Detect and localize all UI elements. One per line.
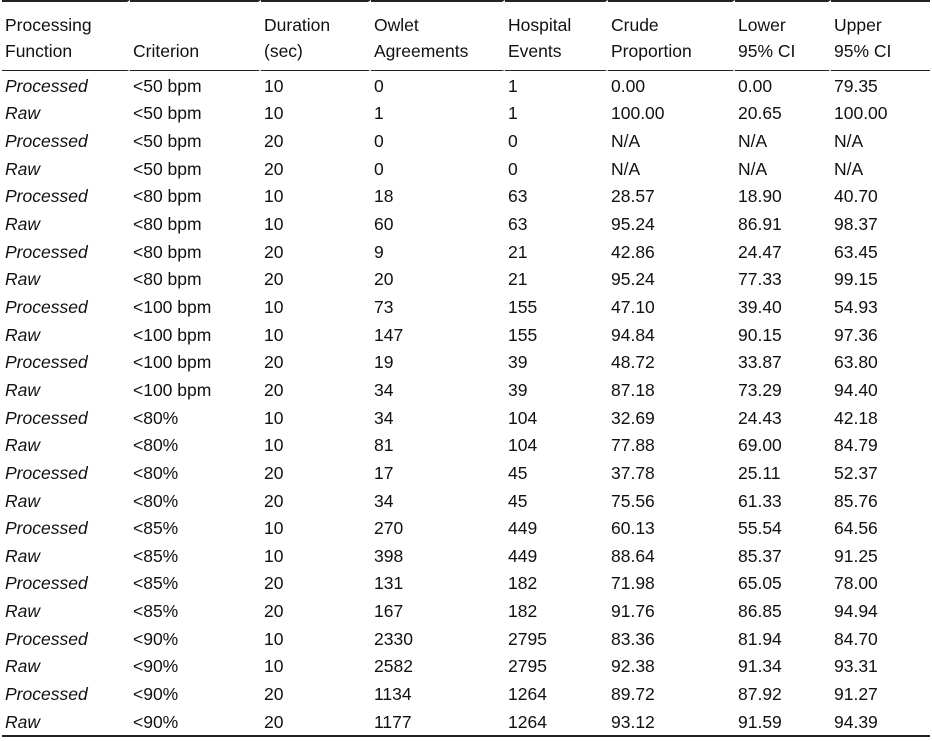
hospital-events-cell: 449	[508, 518, 538, 539]
hospital-events-cell: 0	[508, 158, 518, 179]
lower-ci-cell: 86.91	[738, 213, 782, 234]
hospital-events-cell: 21	[508, 269, 528, 290]
owlet-agreements-cell: 20	[374, 269, 394, 290]
upper-ci-cell: 94.94	[834, 601, 878, 622]
table-row	[2, 431, 930, 459]
lower-ci-cell: 25.11	[738, 462, 781, 483]
crude-proportion-cell: 100.00	[611, 103, 665, 124]
processing-function-cell: Processed	[5, 462, 88, 483]
crude-proportion-cell: 94.84	[611, 324, 655, 345]
lower-ci-cell: 91.59	[735, 707, 831, 737]
table-row	[2, 292, 930, 320]
upper-ci-cell: 84.79	[834, 435, 878, 456]
header-line: Lower	[738, 15, 786, 35]
hospital-events-cell: 63	[508, 213, 528, 234]
lower-ci-cell: 24.43	[738, 407, 782, 428]
table-row	[2, 265, 930, 293]
criterion-cell: <100 bpm	[133, 379, 212, 400]
crude-proportion-cell: 0.00	[611, 75, 646, 96]
duration-cell: 20	[264, 130, 284, 151]
criterion-cell: <80 bpm	[133, 269, 202, 290]
upper-ci-cell: 52.37	[834, 462, 878, 483]
table-row	[2, 403, 930, 431]
duration-cell: 20	[264, 158, 284, 179]
table-row	[2, 99, 930, 127]
hospital-events-cell: 39	[508, 352, 528, 373]
crude-proportion-cell: 42.86	[611, 241, 655, 262]
criterion-cell: <80%	[133, 462, 179, 483]
crude-proportion-cell: 71.98	[611, 573, 655, 594]
crude-proportion-cell: N/A	[611, 158, 641, 179]
duration-cell: 20	[264, 269, 284, 290]
header-line: Criterion	[133, 41, 200, 61]
hospital-events-cell: 45	[508, 490, 528, 511]
lower-ci-cell: 61.33	[738, 490, 782, 511]
processing-function-cell: Processed	[5, 75, 88, 96]
owlet-agreements-cell: 147	[374, 324, 404, 345]
duration-cell: 20	[264, 352, 284, 373]
criterion-cell: <80%	[133, 407, 179, 428]
crude-proportion-cell: N/A	[611, 130, 641, 151]
owlet-agreements-cell: 34	[374, 490, 394, 511]
criterion-cell: <100 bpm	[133, 296, 212, 317]
header-line: Processing	[5, 15, 92, 35]
duration-cell: 20	[264, 601, 284, 622]
owlet-agreements-cell: 18	[374, 186, 394, 207]
owlet-agreements-cell: 73	[374, 296, 394, 317]
hospital-events-cell: 45	[508, 462, 528, 483]
upper-ci-header	[831, 0, 930, 71]
criterion-cell: <85%	[133, 573, 179, 594]
upper-ci-cell: 91.27	[834, 684, 878, 705]
hospital-events-cell: 182	[508, 601, 538, 622]
processing-function-cell: Raw	[5, 601, 41, 622]
lower-ci-cell: 77.33	[738, 269, 782, 290]
criterion-cell: <50 bpm	[133, 103, 202, 124]
upper-ci-cell: 64.56	[834, 518, 878, 539]
crude-proportion-cell: 60.13	[611, 518, 655, 539]
duration-cell: 20	[264, 462, 284, 483]
lower-ci-header	[735, 0, 831, 71]
owlet-agreements-cell: 2582	[374, 656, 413, 677]
upper-ci-cell: 91.25	[834, 545, 878, 566]
lower-ci-cell: 86.85	[738, 601, 782, 622]
table-row	[2, 679, 930, 707]
criterion-cell: <100 bpm	[133, 324, 212, 345]
hospital-events-cell: 1264	[505, 707, 608, 737]
header-line: 95% CI	[738, 41, 796, 61]
upper-ci-cell: 99.15	[834, 269, 878, 290]
processing-function-cell: Processed	[5, 130, 88, 151]
upper-ci-cell: 98.37	[834, 213, 878, 234]
criterion-cell: <80 bpm	[133, 241, 202, 262]
processing-function-cell: Raw	[5, 435, 41, 456]
table-row	[2, 486, 930, 514]
duration-cell: 10	[264, 656, 284, 677]
owlet-agreements-cell: 0	[374, 158, 384, 179]
header-line	[133, 12, 258, 38]
upper-ci-cell: 63.80	[834, 352, 878, 373]
table-row	[2, 541, 930, 569]
crude-proportion-cell: 88.64	[611, 545, 655, 566]
owlet-agreements-cell: 34	[374, 379, 394, 400]
crude-proportion-cell: 28.57	[611, 186, 655, 207]
processing-function-cell: Processed	[5, 241, 88, 262]
crude-proportion-cell: 77.88	[611, 435, 655, 456]
header-line: 95% CI	[834, 41, 892, 61]
owlet-agreements-cell: 19	[374, 352, 394, 373]
criterion-cell: <80%	[133, 435, 179, 456]
table-body	[2, 71, 930, 737]
duration-cell: 10	[264, 407, 284, 428]
hospital-events-cell: 39	[508, 379, 528, 400]
hospital-events-cell: 155	[508, 296, 538, 317]
header-line: Function	[5, 41, 73, 61]
crude-proportion-cell: 83.36	[611, 628, 655, 649]
criterion-cell: <50 bpm	[133, 130, 202, 151]
duration-cell: 10	[264, 628, 284, 649]
processing-function-cell: Processed	[5, 628, 88, 649]
header-line: Agreements	[374, 41, 469, 61]
crude-proportion-cell: 32.69	[611, 407, 655, 428]
hospital-events-cell: 1	[508, 103, 518, 124]
table-row	[2, 182, 930, 210]
processing-function-cell: Raw	[5, 379, 41, 400]
criterion-cell: <90%	[130, 707, 261, 737]
criterion-cell: <90%	[133, 684, 179, 705]
processing-function-cell: Raw	[5, 269, 41, 290]
table-row	[2, 320, 930, 348]
lower-ci-cell: 87.92	[738, 684, 782, 705]
owlet-agreements-cell: 398	[374, 545, 404, 566]
upper-ci-cell: 78.00	[834, 573, 878, 594]
criterion-cell: <80 bpm	[133, 186, 202, 207]
hospital-events-cell: 449	[508, 545, 538, 566]
processing-function-cell: Raw	[5, 545, 41, 566]
table-row	[2, 209, 930, 237]
lower-ci-cell: 18.90	[738, 186, 782, 207]
table-row	[2, 514, 930, 542]
processing-function-cell: Processed	[5, 296, 88, 317]
owlet-agreements-cell: 131	[374, 573, 404, 594]
lower-ci-cell: 33.87	[738, 352, 782, 373]
duration-cell: 10	[264, 435, 284, 456]
duration-cell: 10	[264, 324, 284, 345]
criterion-cell: <100 bpm	[133, 352, 212, 373]
lower-ci-cell: 81.94	[738, 628, 782, 649]
table-row	[2, 458, 930, 486]
processing-function-cell: Processed	[5, 186, 88, 207]
processing-function-cell: Raw	[5, 103, 41, 124]
hospital-events-cell: 104	[508, 435, 538, 456]
lower-ci-cell: 90.15	[738, 324, 782, 345]
duration-cell: 10	[264, 296, 284, 317]
processing-function-cell: Raw	[5, 324, 41, 345]
processing-function-cell: Raw	[5, 656, 41, 677]
header-line: (sec)	[264, 41, 303, 61]
owlet-agreements-cell: 0	[374, 75, 384, 96]
duration-cell: 20	[264, 684, 284, 705]
table-row	[2, 126, 930, 154]
header-row	[2, 0, 930, 71]
hospital-events-cell: 1	[508, 75, 518, 96]
table-row	[2, 71, 930, 99]
processing-function-cell: Raw	[2, 707, 130, 737]
header-line: Duration	[264, 15, 331, 35]
criterion-cell: <80 bpm	[133, 213, 202, 234]
processing-function-cell: Processed	[5, 684, 88, 705]
table-row	[2, 624, 930, 652]
processing-function-header	[2, 0, 130, 71]
hospital-events-cell: 0	[508, 130, 518, 151]
hospital-events-cell: 21	[508, 241, 528, 262]
table-row	[2, 596, 930, 624]
table-row	[2, 154, 930, 182]
lower-ci-cell: 0.00	[738, 75, 773, 96]
table-row	[2, 375, 930, 403]
upper-ci-cell: 54.93	[834, 296, 878, 317]
processing-function-cell: Processed	[5, 573, 88, 594]
upper-ci-cell: N/A	[834, 158, 864, 179]
hospital-events-cell: 1264	[508, 684, 547, 705]
data-table	[2, 0, 930, 737]
lower-ci-cell: 91.34	[738, 656, 782, 677]
lower-ci-cell: 85.37	[738, 545, 782, 566]
hospital-events-cell: 2795	[508, 656, 547, 677]
criterion-cell: <90%	[133, 656, 179, 677]
crude-proportion-cell: 89.72	[611, 684, 655, 705]
duration-cell: 10	[264, 103, 284, 124]
upper-ci-cell: N/A	[834, 130, 864, 151]
criterion-cell: <85%	[133, 545, 179, 566]
lower-ci-cell: 24.47	[738, 241, 782, 262]
criterion-cell: <50 bpm	[133, 75, 202, 96]
processing-function-cell: Raw	[5, 213, 41, 234]
owlet-agreements-cell: 60	[374, 213, 394, 234]
processing-function-cell: Raw	[5, 490, 41, 511]
processing-function-cell: Processed	[5, 518, 88, 539]
lower-ci-cell: N/A	[738, 130, 768, 151]
owlet-agreements-cell: 17	[374, 462, 394, 483]
lower-ci-cell: 20.65	[738, 103, 782, 124]
criterion-cell: <50 bpm	[133, 158, 202, 179]
duration-cell: 20	[264, 573, 284, 594]
header-line: Crude	[611, 15, 659, 35]
crude-proportion-cell: 75.56	[611, 490, 655, 511]
lower-ci-cell: 55.54	[738, 518, 782, 539]
duration-cell: 10	[264, 75, 284, 96]
crude-proportion-cell: 87.18	[611, 379, 655, 400]
owlet-agreements-cell: 81	[374, 435, 394, 456]
upper-ci-cell: 100.00	[834, 103, 888, 124]
crude-proportion-header	[608, 0, 735, 71]
duration-cell: 10	[264, 518, 284, 539]
crude-proportion-cell: 95.24	[611, 269, 655, 290]
lower-ci-cell: 69.00	[738, 435, 782, 456]
hospital-events-cell: 2795	[508, 628, 547, 649]
lower-ci-cell: 65.05	[738, 573, 782, 594]
hospital-events-cell: 104	[508, 407, 538, 428]
hospital-events-cell: 155	[508, 324, 538, 345]
duration-header	[261, 0, 371, 71]
crude-proportion-cell: 92.38	[611, 656, 655, 677]
header-line: Owlet	[374, 15, 419, 35]
header-line: Hospital	[508, 15, 572, 35]
upper-ci-cell: 84.70	[834, 628, 878, 649]
crude-proportion-cell: 91.76	[611, 601, 655, 622]
header-line: Upper	[834, 15, 882, 35]
table-row	[2, 348, 930, 376]
upper-ci-cell: 42.18	[834, 407, 878, 428]
duration-cell: 20	[264, 241, 284, 262]
duration-cell: 10	[264, 213, 284, 234]
owlet-agreements-cell: 1134	[374, 684, 412, 705]
criterion-cell: <90%	[133, 628, 179, 649]
criterion-cell: <80%	[133, 490, 179, 511]
upper-ci-cell: 94.40	[834, 379, 878, 400]
processing-function-cell: Processed	[5, 352, 88, 373]
crude-proportion-cell: 47.10	[611, 296, 655, 317]
owlet-agreements-cell: 1177	[371, 707, 505, 737]
table-row	[2, 237, 930, 265]
duration-cell: 20	[264, 379, 284, 400]
lower-ci-cell: N/A	[738, 158, 768, 179]
upper-ci-cell: 79.35	[834, 75, 878, 96]
duration-cell: 10	[264, 186, 284, 207]
upper-ci-cell: 40.70	[834, 186, 878, 207]
table-row	[2, 707, 930, 737]
owlet-agreements-cell: 9	[374, 241, 384, 262]
crude-proportion-cell: 37.78	[611, 462, 655, 483]
owlet-agreements-cell: 34	[374, 407, 394, 428]
processing-function-cell: Raw	[5, 158, 41, 179]
lower-ci-cell: 73.29	[738, 379, 782, 400]
duration-cell: 20	[264, 490, 284, 511]
table-row	[2, 652, 930, 680]
lower-ci-cell: 39.40	[738, 296, 782, 317]
owlet-agreements-cell: 167	[374, 601, 404, 622]
criterion-cell: <85%	[133, 518, 179, 539]
owlet-agreements-cell: 2330	[374, 628, 413, 649]
upper-ci-cell: 94.39	[831, 707, 930, 737]
crude-proportion-cell: 93.12	[608, 707, 735, 737]
header-line: Events	[508, 41, 562, 61]
owlet-agreements-header	[371, 0, 505, 71]
upper-ci-cell: 85.76	[834, 490, 878, 511]
header-line: Proportion	[611, 41, 692, 61]
upper-ci-cell: 97.36	[834, 324, 878, 345]
upper-ci-cell: 63.45	[834, 241, 878, 262]
crude-proportion-cell: 95.24	[611, 213, 655, 234]
hospital-events-header	[505, 0, 608, 71]
owlet-agreements-cell: 1	[374, 103, 384, 124]
owlet-agreements-cell: 270	[374, 518, 404, 539]
duration-cell: 20	[261, 707, 371, 737]
table-row	[2, 569, 930, 597]
criterion-cell: <85%	[133, 601, 179, 622]
crude-proportion-cell: 48.72	[611, 352, 655, 373]
hospital-events-cell: 182	[508, 573, 538, 594]
owlet-agreements-cell: 0	[374, 130, 384, 151]
upper-ci-cell: 93.31	[834, 656, 878, 677]
criterion-header	[130, 0, 261, 71]
processing-function-cell: Processed	[5, 407, 88, 428]
duration-cell: 10	[264, 545, 284, 566]
hospital-events-cell: 63	[508, 186, 528, 207]
